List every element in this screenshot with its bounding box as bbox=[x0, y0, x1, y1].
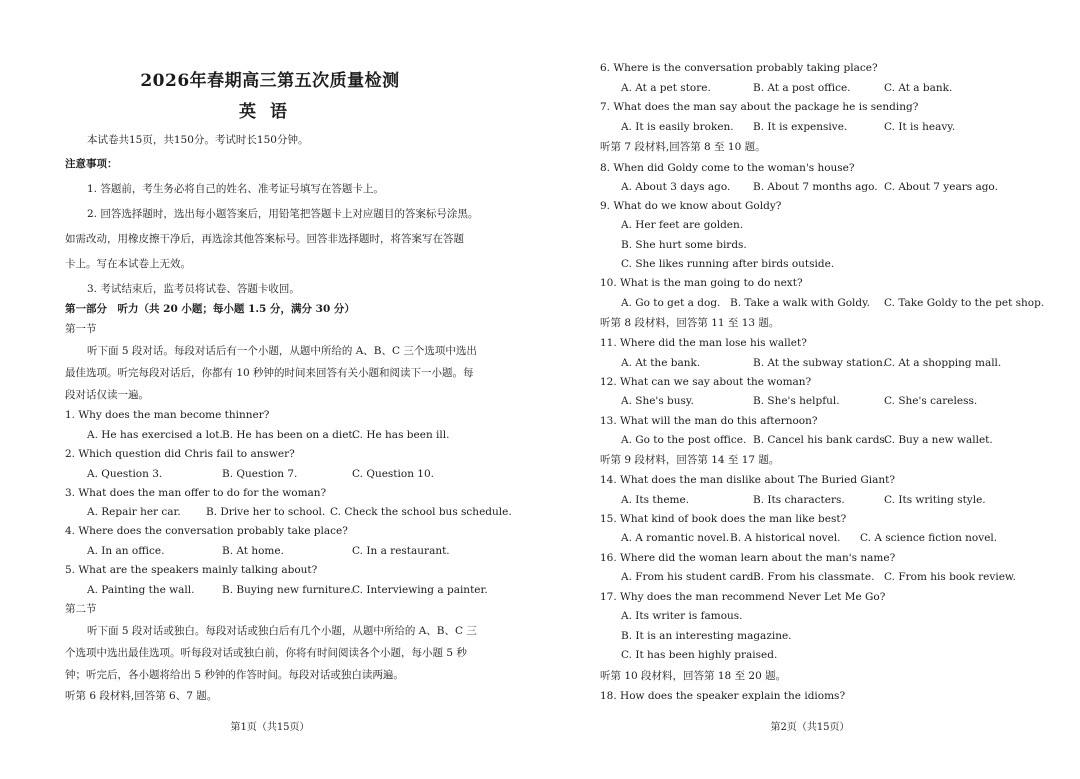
notice-2-line-2: 如需改动，用橡皮擦干净后，再选涂其他答案标号。回答非选择题时，将答案写在答题 bbox=[65, 233, 464, 245]
question-14: 14. What does the man dislike about The Buried Giant? bbox=[600, 474, 896, 486]
option-6b: B. At a post office. bbox=[753, 82, 851, 94]
page-1-footer: 第1页（共15页） bbox=[230, 722, 310, 733]
question-16: 16. Where did the woman learn about the man's name? bbox=[600, 552, 896, 564]
exam-title: 2026年春期高三第五次质量检测 bbox=[140, 71, 400, 91]
question-9: 9. What do we know about Goldy? bbox=[600, 200, 782, 212]
option-4b: B. At home. bbox=[222, 545, 284, 557]
page-2 bbox=[540, 0, 1080, 779]
page-2-footer: 第2页（共15页） bbox=[770, 722, 850, 733]
material-6-heading: 听第 6 段材料,回答第 6、7 题。 bbox=[65, 690, 218, 702]
question-2: 2. Which question did Chris fail to answer? bbox=[65, 448, 295, 460]
section-2-directions-3: 钟；听完后，各小题将给出 5 秒钟的作答时间。每段对话或独白读两遍。 bbox=[65, 669, 404, 681]
section-1-directions-3: 段对话仅读一遍。 bbox=[65, 389, 149, 401]
option-7b: B. It is expensive. bbox=[753, 121, 848, 133]
question-12: 12. What can we say about the woman? bbox=[600, 376, 812, 388]
option-15c: C. A science fiction novel. bbox=[860, 532, 998, 544]
option-11a: A. At the bank. bbox=[621, 357, 701, 369]
option-9c: C. She likes running after birds outside. bbox=[621, 258, 835, 270]
section-1-heading: 第一节 bbox=[65, 323, 97, 335]
option-11b: B. At the subway station. bbox=[753, 357, 887, 369]
intro-text: 本试卷共15页，共150分。考试时长150分钟。 bbox=[87, 134, 309, 146]
question-13: 13. What will the man do this afternoon? bbox=[600, 415, 818, 427]
option-8b: B. About 7 months ago. bbox=[753, 181, 878, 193]
question-6: 6. Where is the conversation probably taking place? bbox=[600, 62, 878, 74]
option-3a: A. Repair her car. bbox=[87, 506, 181, 518]
option-13c: C. Buy a new wallet. bbox=[884, 434, 993, 446]
question-3: 3. What does the man offer to do for the woman? bbox=[65, 487, 327, 499]
option-13a: A. Go to the post office. bbox=[621, 434, 747, 446]
question-18: 18. How does the speaker explain the idioms? bbox=[600, 690, 846, 702]
option-7c: C. It is heavy. bbox=[884, 121, 956, 133]
subject-title: 英语 bbox=[239, 102, 301, 122]
section-1-directions-1: 听下面 5 段对话。每段对话后有一个小题，从题中所给的 A、B、C 三个选项中选出 bbox=[87, 345, 477, 357]
option-16a: A. From his student card. bbox=[621, 571, 757, 583]
option-12c: C. She's careless. bbox=[884, 395, 978, 407]
option-2c: C. Question 10. bbox=[352, 468, 435, 480]
question-5: 5. What are the speakers mainly talking about? bbox=[65, 564, 318, 576]
question-11: 11. Where did the man lose his wallet? bbox=[600, 337, 807, 349]
option-4c: C. In a restaurant. bbox=[352, 545, 450, 557]
question-10: 10. What is the man going to do next? bbox=[600, 277, 803, 289]
option-1c: C. He has been ill. bbox=[352, 429, 450, 441]
material-7-heading: 听第 7 段材料,回答第 8 至 10 题。 bbox=[600, 141, 766, 153]
option-1b: B. He has been on a diet. bbox=[222, 429, 356, 441]
option-3c: C. Check the school bus schedule. bbox=[330, 506, 512, 518]
option-16c: C. From his book review. bbox=[884, 571, 1016, 583]
option-3b: B. Drive her to school. bbox=[206, 506, 326, 518]
option-17b: B. It is an interesting magazine. bbox=[621, 630, 792, 642]
option-9b: B. She hurt some birds. bbox=[621, 239, 747, 251]
section-1-directions-2: 最佳选项。听完每段对话后，你都有 10 秒钟的时间来回答有关小题和阅读下一小题。每 bbox=[65, 367, 474, 379]
notice-3: 3. 考试结束后，监考员将试卷、答题卡收回。 bbox=[87, 283, 300, 295]
question-1: 1. Why does the man become thinner? bbox=[65, 409, 270, 421]
section-2-directions-2: 个选项中选出最佳选项。听每段对话或独白前，你将有时间阅读各个小题，每小题 5 秒 bbox=[65, 647, 467, 659]
section-2-heading: 第二节 bbox=[65, 603, 97, 615]
material-9-heading: 听第 9 段材料，回答第 14 至 17 题。 bbox=[600, 454, 780, 466]
material-10-heading: 听第 10 段材料，回答第 18 至 20 题。 bbox=[600, 670, 787, 682]
option-12a: A. She's busy. bbox=[621, 395, 694, 407]
question-4: 4. Where does the conversation probably take place? bbox=[65, 525, 348, 537]
notice-2-line-3: 卡上。写在本试卷上无效。 bbox=[65, 258, 191, 270]
part-1-heading: 第一部分 听力（共 20 小题；每小题 1.5 分，满分 30 分） bbox=[65, 303, 355, 315]
option-14b: B. Its characters. bbox=[753, 494, 845, 506]
notice-2-line-1: 2. 回答选择题时，选出每小题答案后，用铅笔把答题卡上对应题目的答案标号涂黑。 bbox=[87, 208, 479, 220]
option-10a: A. Go to get a dog. bbox=[621, 297, 721, 309]
option-14c: C. Its writing style. bbox=[884, 494, 986, 506]
option-17c: C. It has been highly praised. bbox=[621, 649, 778, 661]
option-1a: A. He has exercised a lot. bbox=[87, 429, 223, 441]
question-7: 7. What does the man say about the package he is sending? bbox=[600, 101, 919, 113]
option-11c: C. At a shopping mall. bbox=[884, 357, 1002, 369]
option-15a: A. A romantic novel. bbox=[621, 532, 730, 544]
option-5c: C. Interviewing a painter. bbox=[352, 584, 488, 596]
option-13b: B. Cancel his bank cards. bbox=[753, 434, 889, 446]
option-16b: B. From his classmate. bbox=[753, 571, 875, 583]
option-15b: B. A historical novel. bbox=[730, 532, 841, 544]
notice-1: 1. 答题前，考生务必将自己的姓名、准考证号填写在答题卡上。 bbox=[87, 183, 384, 195]
option-10c: C. Take Goldy to the pet shop. bbox=[884, 297, 1045, 309]
option-5b: B. Buying new furniture. bbox=[222, 584, 354, 596]
option-2a: A. Question 3. bbox=[87, 468, 163, 480]
option-7a: A. It is easily broken. bbox=[621, 121, 734, 133]
section-2-directions-1: 听下面 5 段对话或独白。每段对话或独白后有几个小题，从题中所给的 A、B、C 三 bbox=[87, 625, 477, 637]
question-17: 17. Why does the man recommend Never Let Me Go? bbox=[600, 591, 886, 603]
question-15: 15. What kind of book does the man like best? bbox=[600, 513, 847, 525]
question-8: 8. When did Goldy come to the woman's house? bbox=[600, 162, 855, 174]
option-4a: A. In an office. bbox=[87, 545, 165, 557]
option-10b: B. Take a walk with Goldy. bbox=[730, 297, 870, 309]
option-5a: A. Painting the wall. bbox=[87, 584, 195, 596]
option-17a: A. Its writer is famous. bbox=[621, 610, 743, 622]
material-8-heading: 听第 8 段材料，回答第 11 至 13 题。 bbox=[600, 317, 780, 329]
option-12b: B. She's helpful. bbox=[753, 395, 840, 407]
option-2b: B. Question 7. bbox=[222, 468, 298, 480]
option-14a: A. Its theme. bbox=[621, 494, 690, 506]
option-6a: A. At a pet store. bbox=[621, 82, 711, 94]
option-8a: A. About 3 days ago. bbox=[621, 181, 731, 193]
option-6c: C. At a bank. bbox=[884, 82, 953, 94]
option-8c: C. About 7 years ago. bbox=[884, 181, 998, 193]
notice-heading: 注意事项： bbox=[65, 158, 118, 170]
option-9a: A. Her feet are golden. bbox=[621, 219, 744, 231]
